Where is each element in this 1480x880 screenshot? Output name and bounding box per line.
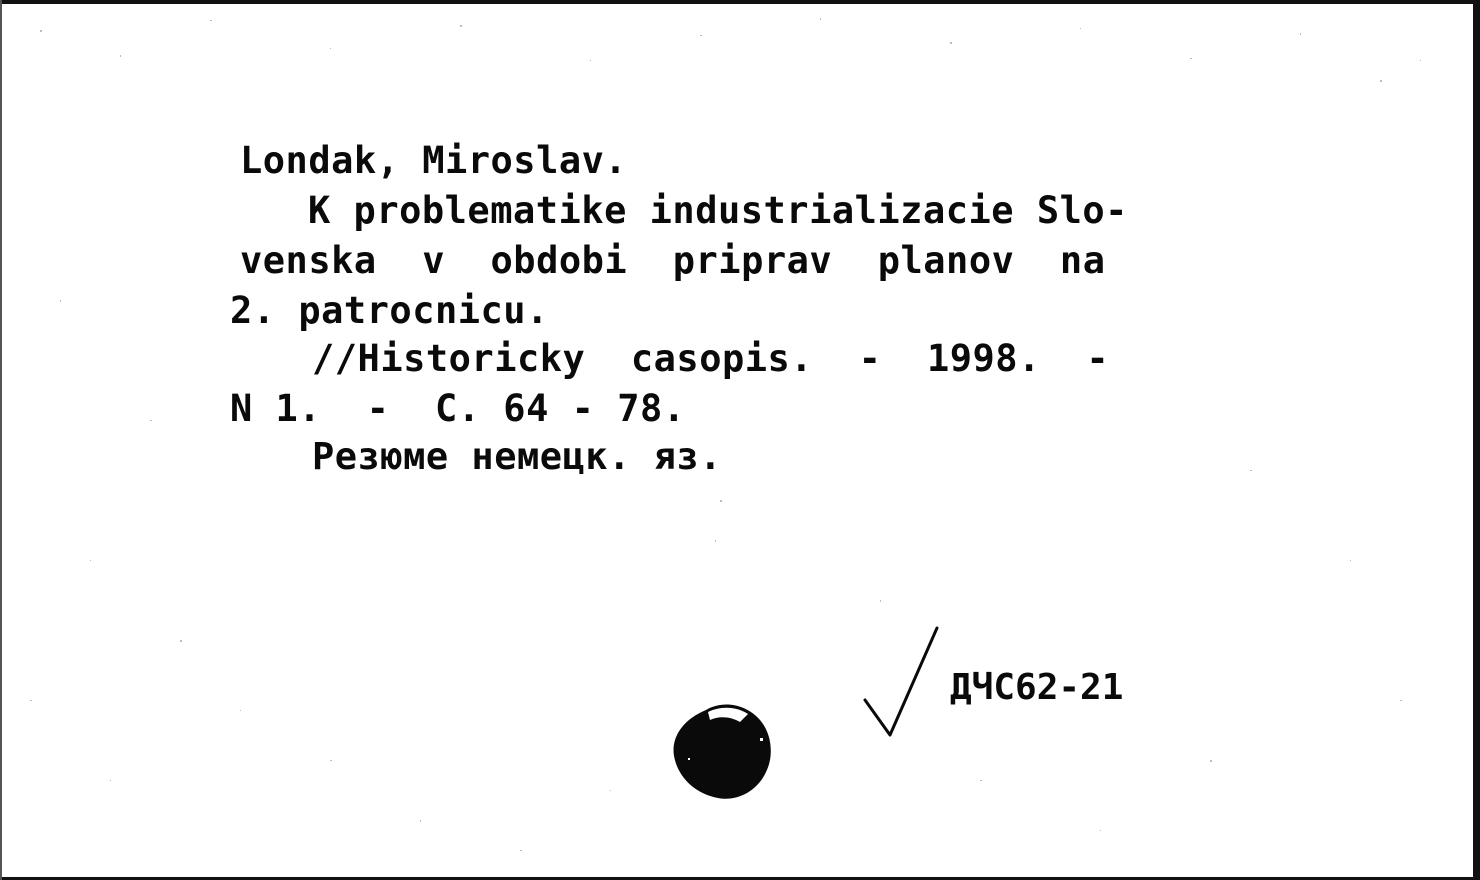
- title-line-1: K problematike industrializacie Slo-: [308, 189, 1128, 232]
- author-name: Londak, Miroslav.: [240, 139, 628, 182]
- card-edge-right: [1473, 0, 1480, 880]
- title-line-3: 2. patrocnicu.: [230, 289, 549, 332]
- source-line-2: N 1. - C. 64 - 78.: [230, 387, 686, 430]
- title-line-2: venska v obdobi priprav planov na: [240, 239, 1106, 282]
- check-mark-icon: [860, 625, 945, 740]
- card-edge-top: [0, 0, 1480, 4]
- source-line-1: //Historicky casopis. - 1998. -: [312, 337, 1110, 380]
- shelf-mark: ДЧС62-21: [950, 667, 1124, 708]
- punched-hole-icon: [668, 698, 778, 806]
- card-edge-left: [0, 0, 2, 880]
- summary-note: Резюме немецк. яз.: [312, 435, 722, 478]
